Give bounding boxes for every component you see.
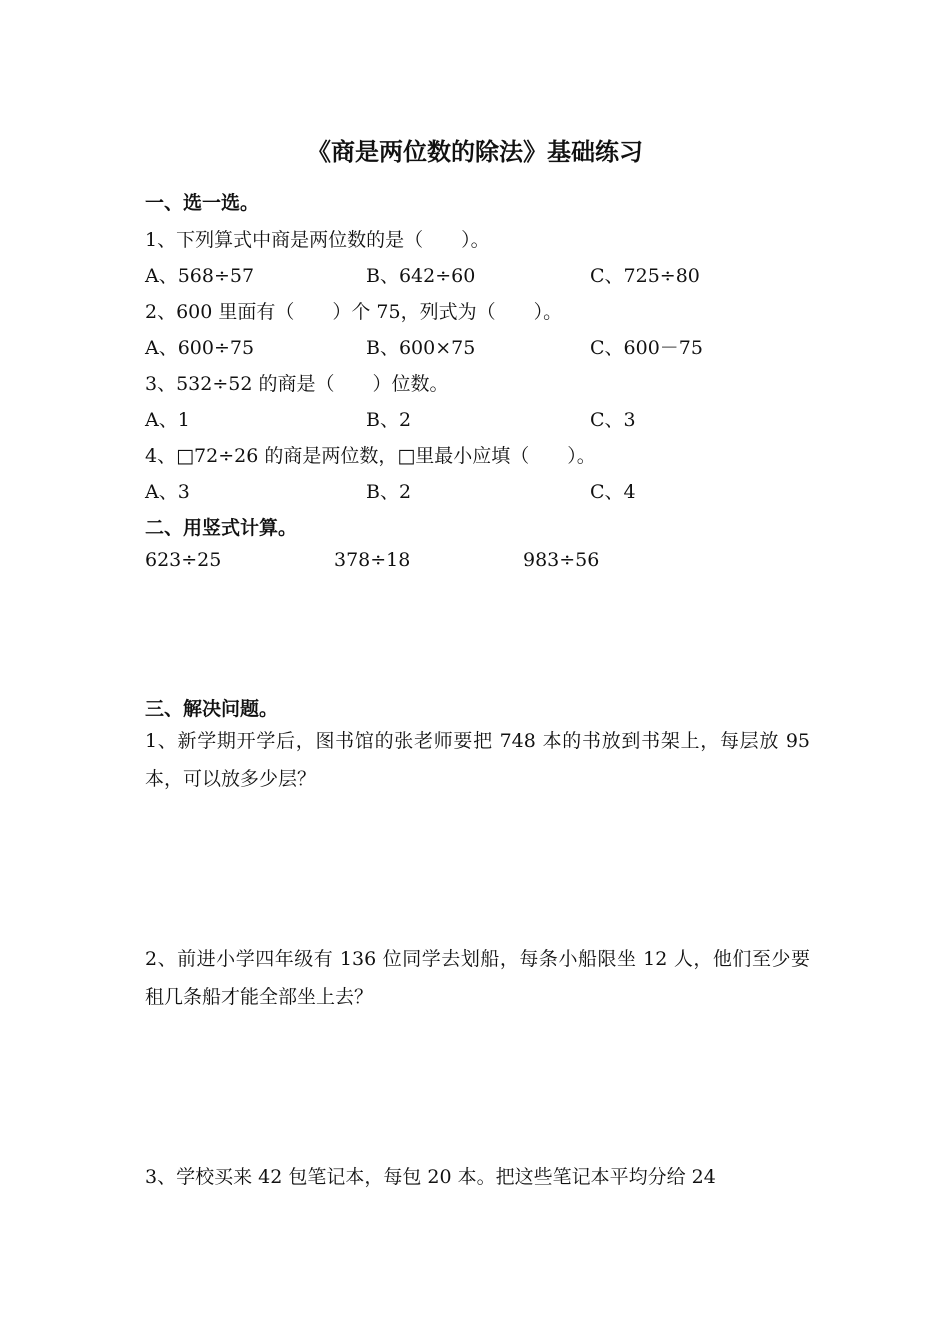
word-problem-2: 2、前进小学四年级有 136 位同学去划船，每条小船限坐 12 人，他们至少要租几条船才能全部坐上去？ xyxy=(145,948,810,1008)
question-2-option-a: A、600÷75 xyxy=(145,337,255,359)
question-3-option-b: B、2 xyxy=(366,409,412,431)
page-title: 《商是两位数的除法》基础练习 xyxy=(307,138,643,166)
section-heading-solve: 三、解决问题。 xyxy=(145,698,279,720)
word-problem-1: 1、新学期开学后，图书馆的张老师要把 748 本的书放到书架上，每层放 95 本，可以放多少层？ xyxy=(145,730,810,790)
calc-problem-3: 983÷56 xyxy=(523,549,600,571)
calc-problem-2: 378÷18 xyxy=(334,549,411,571)
question-1-option-b: B、642÷60 xyxy=(366,265,476,287)
question-2: 2、600 里面有（ ）个 75，列式为（ ）。 xyxy=(145,301,563,323)
question-3-option-c: C、3 xyxy=(590,409,636,431)
section-heading-choose: 一、选一选。 xyxy=(145,192,260,214)
question-4-option-b: B、2 xyxy=(366,481,412,503)
question-1-option-a: A、568÷57 xyxy=(145,265,255,287)
question-4: 4、□72÷26 的商是两位数，□里最小应填（ ）。 xyxy=(145,445,596,467)
question-3-option-a: A、1 xyxy=(145,409,190,431)
question-1: 1、下列算式中商是两位数的是（ ）。 xyxy=(145,229,490,251)
question-4-option-a: A、3 xyxy=(145,481,190,503)
question-3: 3、532÷52 的商是（ ）位数。 xyxy=(145,373,449,395)
question-1-option-c: C、725÷80 xyxy=(590,265,700,287)
question-2-option-c: C、600－75 xyxy=(590,337,703,359)
word-problem-3: 3、学校买来 42 包笔记本，每包 20 本。把这些笔记本平均分给 24 xyxy=(145,1166,716,1188)
question-4-option-c: C、4 xyxy=(590,481,636,503)
calc-problem-1: 623÷25 xyxy=(145,549,222,571)
section-heading-vertical-calc: 二、用竖式计算。 xyxy=(145,517,298,539)
question-2-option-b: B、600×75 xyxy=(366,337,476,359)
